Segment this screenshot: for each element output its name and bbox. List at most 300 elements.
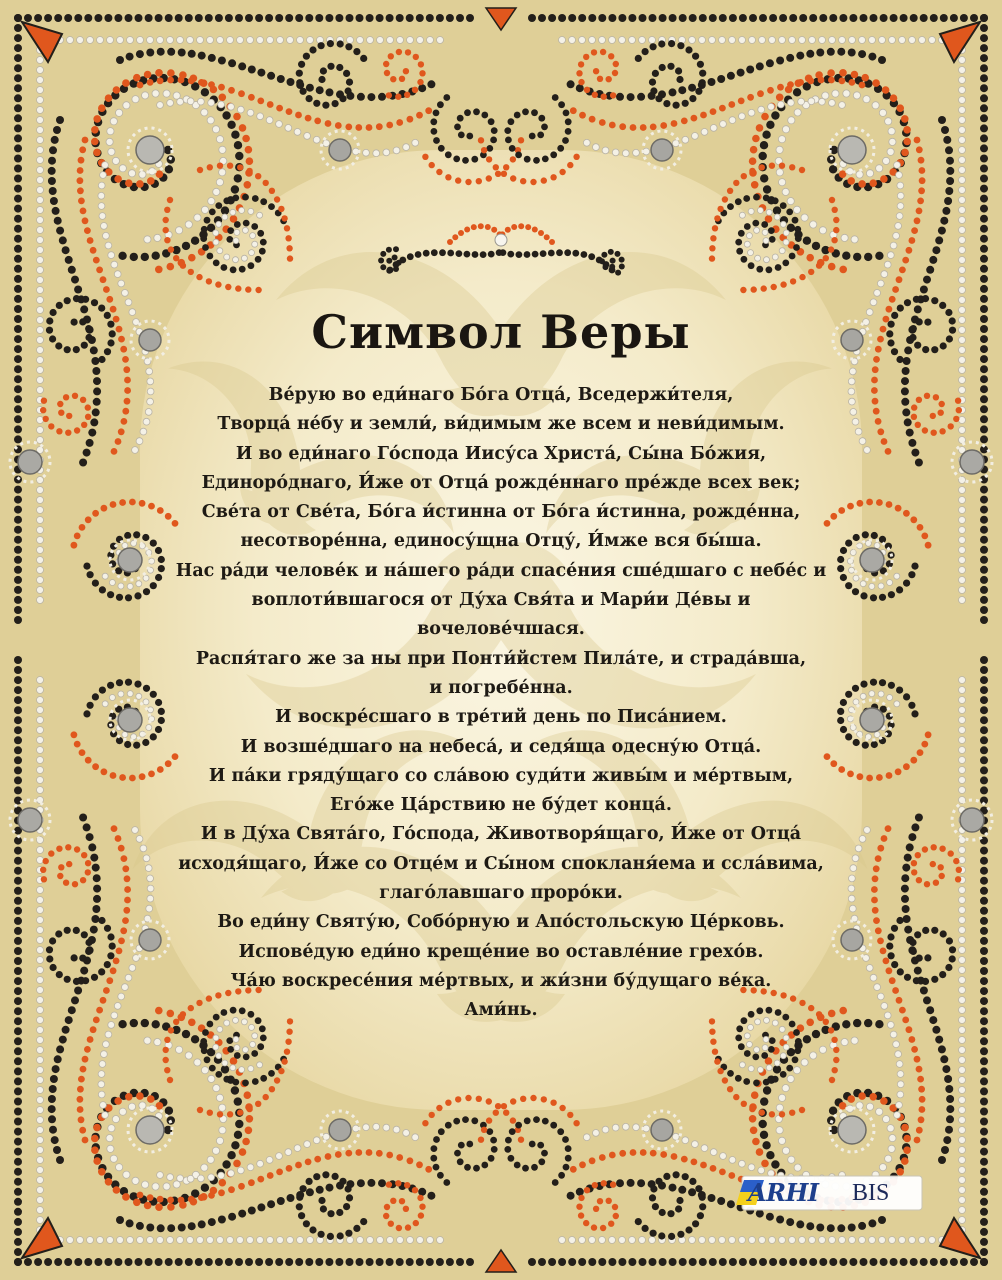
pearl-bead [755, 255, 761, 261]
black-bead [98, 917, 105, 924]
orange-bead [787, 81, 794, 88]
black-bead [339, 1178, 346, 1185]
pearl-bead [119, 1108, 126, 1115]
black-bead [795, 235, 802, 242]
pearl-bead [769, 37, 776, 44]
orange-bead [847, 771, 854, 778]
black-bead [960, 1258, 968, 1266]
black-bead [209, 1065, 216, 1072]
black-bead [769, 14, 777, 22]
orange-bead [930, 861, 936, 867]
pearl-bead [748, 109, 755, 116]
black-bead [901, 387, 909, 395]
black-bead [649, 1194, 656, 1201]
pearl-bead [583, 139, 590, 146]
pearl-bead [228, 1170, 235, 1177]
orange-bead [495, 1103, 501, 1109]
pearl-bead [37, 557, 44, 564]
pearl-bead [897, 203, 904, 210]
black-bead [980, 24, 988, 32]
black-bead [515, 152, 522, 159]
black-bead [699, 1203, 706, 1210]
black-bead [34, 1258, 42, 1266]
orange-bead [619, 1150, 626, 1157]
black-bead [202, 1029, 209, 1036]
black-bead [175, 14, 183, 22]
orange-bead [953, 858, 959, 864]
black-bead [673, 102, 680, 109]
pearl-bead [37, 767, 44, 774]
orange-bead [871, 387, 878, 394]
pearl-bead [959, 297, 966, 304]
orange-bead [857, 500, 864, 507]
orange-bead [96, 1007, 103, 1014]
pearl-bead [427, 1237, 434, 1244]
black-bead [980, 1248, 988, 1256]
black-bead [793, 244, 800, 251]
black-bead [427, 1192, 435, 1200]
orange-bead [208, 1192, 215, 1199]
black-bead [222, 1160, 230, 1168]
pearl-bead [37, 107, 44, 114]
pearl-bead [37, 577, 44, 584]
pearl-bead [122, 984, 129, 991]
pearl-bead [100, 172, 107, 179]
orange-bead [833, 227, 839, 233]
black-bead [393, 266, 399, 272]
prayer-line: Его́же Ца́рствию не бу́дет конца́. [330, 795, 672, 816]
orange-bead [939, 428, 945, 434]
pearl-bead [98, 182, 105, 189]
black-bead [14, 736, 22, 744]
pearl-bead [863, 955, 870, 962]
black-bead [980, 1238, 988, 1246]
pearl-bead [754, 227, 760, 233]
pearl-bead [37, 537, 44, 544]
orange-bead [914, 1137, 921, 1144]
pearl-bead [783, 1044, 789, 1050]
orange-bead [85, 404, 91, 410]
black-bead [74, 987, 82, 995]
orange-bead [606, 76, 612, 82]
pearl-bead [959, 687, 966, 694]
black-bead [938, 116, 946, 124]
pearl-bead [887, 695, 893, 701]
pearl-bead [959, 1157, 966, 1164]
black-bead [548, 14, 556, 22]
black-bead [134, 592, 141, 599]
black-bead [759, 152, 767, 160]
orange-bead [114, 1097, 122, 1105]
orange-bead [122, 1193, 130, 1201]
black-bead [735, 1035, 742, 1042]
orange-bead [228, 87, 235, 94]
black-bead [14, 756, 22, 764]
orange-bead [896, 997, 903, 1004]
orange-bead [178, 77, 185, 84]
black-bead [980, 486, 988, 494]
orange-bead [520, 1096, 526, 1102]
orange-bead [419, 70, 425, 76]
black-bead [970, 14, 978, 22]
black-bead [911, 563, 918, 570]
black-bead [83, 449, 91, 457]
black-bead [107, 933, 114, 940]
pearl-bead [37, 487, 44, 494]
side-gem [860, 708, 884, 732]
black-bead [915, 459, 923, 467]
pearl-bead [219, 146, 226, 153]
orange-bead [877, 938, 884, 945]
black-bead [537, 132, 544, 139]
pearl-bead [37, 1047, 44, 1054]
black-bead [900, 1258, 908, 1266]
orange-bead [395, 1180, 401, 1186]
orange-bead [285, 1039, 291, 1045]
orange-bead [710, 108, 717, 115]
pearl-bead [37, 97, 44, 104]
black-bead [689, 1258, 697, 1266]
black-bead [480, 251, 487, 258]
orange-bead [714, 1058, 720, 1064]
black-bead [980, 907, 988, 915]
orange-bead [911, 227, 918, 234]
orange-bead [147, 1194, 154, 1201]
black-bead [336, 64, 343, 71]
orange-bead [63, 880, 69, 886]
black-bead [650, 1230, 657, 1237]
black-bead [306, 95, 313, 102]
orange-bead [91, 138, 99, 146]
black-bead [756, 1210, 764, 1218]
black-bead [717, 1197, 725, 1205]
black-bead [201, 226, 208, 233]
orange-bead [148, 771, 155, 778]
black-bead [14, 616, 22, 624]
black-bead [538, 14, 546, 22]
black-bead [618, 14, 626, 22]
black-bead [946, 157, 954, 165]
orange-bead [40, 867, 46, 873]
black-bead [125, 679, 132, 686]
black-bead [326, 1184, 334, 1192]
pearl-bead [649, 1237, 656, 1244]
black-bead [568, 1258, 576, 1266]
orange-bead [880, 948, 887, 955]
orange-bead [592, 92, 598, 98]
pearl-bead [569, 1237, 576, 1244]
orange-bead [219, 1179, 227, 1187]
orange-bead [909, 237, 916, 244]
pearl-bead [793, 1067, 800, 1074]
black-bead [768, 1046, 775, 1053]
pearl-bead [228, 103, 235, 110]
pearl-bead [230, 209, 236, 215]
black-bead [14, 265, 22, 273]
black-bead [235, 152, 243, 160]
black-bead [906, 429, 914, 437]
orange-bead [155, 266, 163, 274]
pearl-bead [758, 1167, 765, 1174]
orange-bead [769, 163, 775, 169]
orange-bead [520, 178, 526, 184]
black-bead [446, 1258, 454, 1266]
black-bead [795, 1038, 802, 1045]
black-bead [853, 1019, 861, 1027]
black-bead [837, 556, 844, 563]
black-bead [336, 1209, 343, 1216]
black-bead [980, 1077, 988, 1085]
pearl-bead [896, 172, 903, 179]
pearl-bead [143, 855, 150, 862]
orange-bead [510, 1117, 516, 1123]
pearl-bead [808, 98, 815, 105]
black-bead [688, 1188, 696, 1196]
black-bead [932, 246, 940, 254]
black-bead [771, 111, 779, 119]
orange-bead [77, 1096, 84, 1103]
orange-bead [278, 206, 284, 212]
black-bead [257, 1203, 265, 1211]
black-bead [840, 547, 847, 554]
pearl-bead [217, 248, 223, 254]
black-bead [663, 100, 670, 107]
black-bead [980, 275, 988, 283]
orange-bead [886, 772, 893, 779]
orange-bead [756, 124, 764, 132]
black-bead [14, 706, 22, 714]
pearl-bead [247, 1164, 254, 1171]
orange-bead [113, 1186, 121, 1194]
orange-bead [147, 79, 154, 86]
black-bead [669, 14, 677, 22]
orange-bead [238, 1183, 245, 1190]
orange-bead [911, 1046, 918, 1053]
black-bead [904, 854, 912, 862]
black-bead [588, 253, 595, 260]
orange-bead [137, 82, 144, 89]
black-bead [437, 1172, 444, 1179]
black-bead [54, 217, 62, 225]
pearl-bead [37, 687, 44, 694]
black-bead [667, 1210, 674, 1217]
black-bead [669, 1258, 677, 1266]
black-bead [134, 680, 141, 687]
orange-bead [530, 1095, 536, 1101]
pearl-bead [729, 1237, 736, 1244]
black-bead [635, 1218, 642, 1225]
black-bead [56, 971, 63, 978]
black-bead [92, 693, 99, 700]
black-bead [695, 88, 702, 95]
pearl-bead [102, 162, 109, 169]
prayer-line: Во еди́ну Святу́ю, Собо́рную и Апо́стольскую Це́рковь. [217, 912, 785, 933]
pearl-bead [37, 257, 44, 264]
orange-bead [396, 119, 403, 126]
pearl-bead [218, 1172, 225, 1179]
black-bead [228, 1213, 236, 1221]
orange-bead [918, 157, 925, 164]
black-bead [208, 54, 216, 62]
black-bead [343, 70, 350, 77]
black-bead [396, 14, 404, 22]
pearl-bead [347, 1237, 354, 1244]
pearl-bead [233, 1036, 239, 1042]
black-bead [124, 532, 131, 539]
black-bead [155, 14, 163, 22]
pearl-bead [257, 212, 263, 218]
black-bead [79, 955, 86, 962]
black-bead [628, 14, 636, 22]
black-bead [871, 532, 878, 539]
pearl-bead [37, 297, 44, 304]
pearl-bead [136, 438, 143, 445]
black-bead [980, 435, 988, 443]
black-bead [14, 606, 22, 614]
orange-bead [866, 499, 873, 506]
orange-bead [255, 173, 261, 179]
black-bead [445, 151, 452, 158]
pearl-bead [101, 1051, 108, 1058]
black-bead [929, 256, 937, 264]
black-bead [563, 110, 570, 117]
black-bead [940, 217, 948, 225]
pearl-bead [122, 543, 128, 549]
black-bead [116, 56, 124, 64]
pearl-bead [219, 1104, 226, 1111]
black-bead [14, 235, 22, 243]
black-bead [609, 264, 615, 270]
black-bead [842, 1020, 850, 1028]
pearl-bead [241, 255, 247, 261]
black-bead [315, 1258, 323, 1266]
orange-bead [741, 173, 747, 179]
orange-bead [747, 94, 754, 101]
black-bead [48, 1105, 56, 1113]
black-bead [980, 556, 988, 564]
pearl-bead [959, 757, 966, 764]
pearl-bead [119, 165, 126, 172]
orange-bead [48, 423, 54, 429]
black-bead [916, 955, 923, 962]
black-bead [353, 1225, 360, 1232]
orange-bead [892, 286, 899, 293]
black-bead [215, 14, 223, 22]
black-bead [870, 14, 878, 22]
pearl-bead [639, 1237, 646, 1244]
orange-bead [413, 1220, 419, 1226]
pearl-bead [37, 187, 44, 194]
prayer-line: и погребе́нна. [429, 677, 573, 698]
pearl-bead [397, 1237, 404, 1244]
black-bead [380, 264, 386, 270]
black-bead [839, 1258, 847, 1266]
black-bead [367, 1179, 375, 1187]
black-bead [875, 252, 883, 260]
pearl-bead [959, 1057, 966, 1064]
pearl-bead [37, 897, 44, 904]
black-bead [265, 1258, 273, 1266]
orange-bead [218, 1189, 225, 1196]
black-bead [71, 996, 79, 1004]
black-bead [49, 937, 56, 944]
pearl-bead [227, 1237, 234, 1244]
pearl-bead [101, 223, 108, 230]
orange-bead [417, 1195, 423, 1201]
black-bead [56, 227, 64, 235]
black-bead [557, 145, 564, 152]
pearl-bead [123, 1171, 130, 1178]
black-bead [980, 696, 988, 704]
orange-bead [81, 422, 87, 428]
orange-bead [242, 1138, 250, 1146]
black-bead [812, 1030, 820, 1038]
pearl-bead [879, 109, 886, 116]
black-bead [93, 377, 101, 385]
pearl-bead [152, 90, 159, 97]
black-bead [88, 843, 96, 851]
black-bead [763, 195, 770, 202]
black-bead [64, 976, 71, 983]
black-bead [848, 1224, 856, 1232]
pearl-bead [118, 280, 125, 287]
orange-bead [872, 366, 879, 373]
orange-bead [65, 844, 71, 850]
black-bead [14, 435, 22, 443]
black-bead [462, 1116, 469, 1123]
orange-bead [601, 94, 607, 100]
orange-bead [74, 741, 81, 748]
black-bead [318, 1231, 325, 1238]
black-bead [230, 266, 237, 273]
black-bead [313, 1173, 320, 1180]
pearl-bead [959, 557, 966, 564]
orange-bead [916, 1066, 923, 1073]
pearl-bead [759, 1237, 766, 1244]
orange-bead [123, 907, 130, 914]
orange-bead [612, 1204, 618, 1210]
black-bead [942, 207, 950, 215]
black-bead [870, 1258, 878, 1266]
orange-bead [573, 154, 579, 160]
orange-bead [124, 886, 131, 893]
pearl-bead [959, 67, 966, 74]
black-bead [915, 814, 923, 822]
orange-bead [129, 499, 136, 506]
pearl-bead [878, 691, 884, 697]
orange-bead [43, 416, 49, 422]
pearl-bead [959, 997, 966, 1004]
pearl-bead [874, 732, 880, 738]
pearl-bead [959, 217, 966, 224]
orange-bead [407, 116, 414, 123]
pearl-bead [213, 239, 219, 245]
pearl-bead [237, 37, 244, 44]
orange-bead [608, 53, 614, 59]
orange-bead [238, 90, 245, 97]
black-bead [904, 418, 912, 426]
orange-bead [922, 846, 928, 852]
black-bead [50, 964, 57, 971]
black-bead [659, 1258, 667, 1266]
black-bead [533, 1116, 540, 1123]
black-bead [552, 1179, 559, 1186]
black-bead [94, 1258, 102, 1266]
black-bead [727, 72, 735, 80]
orange-bead [518, 137, 524, 143]
pearl-bead [201, 206, 208, 213]
black-bead [980, 1148, 988, 1156]
